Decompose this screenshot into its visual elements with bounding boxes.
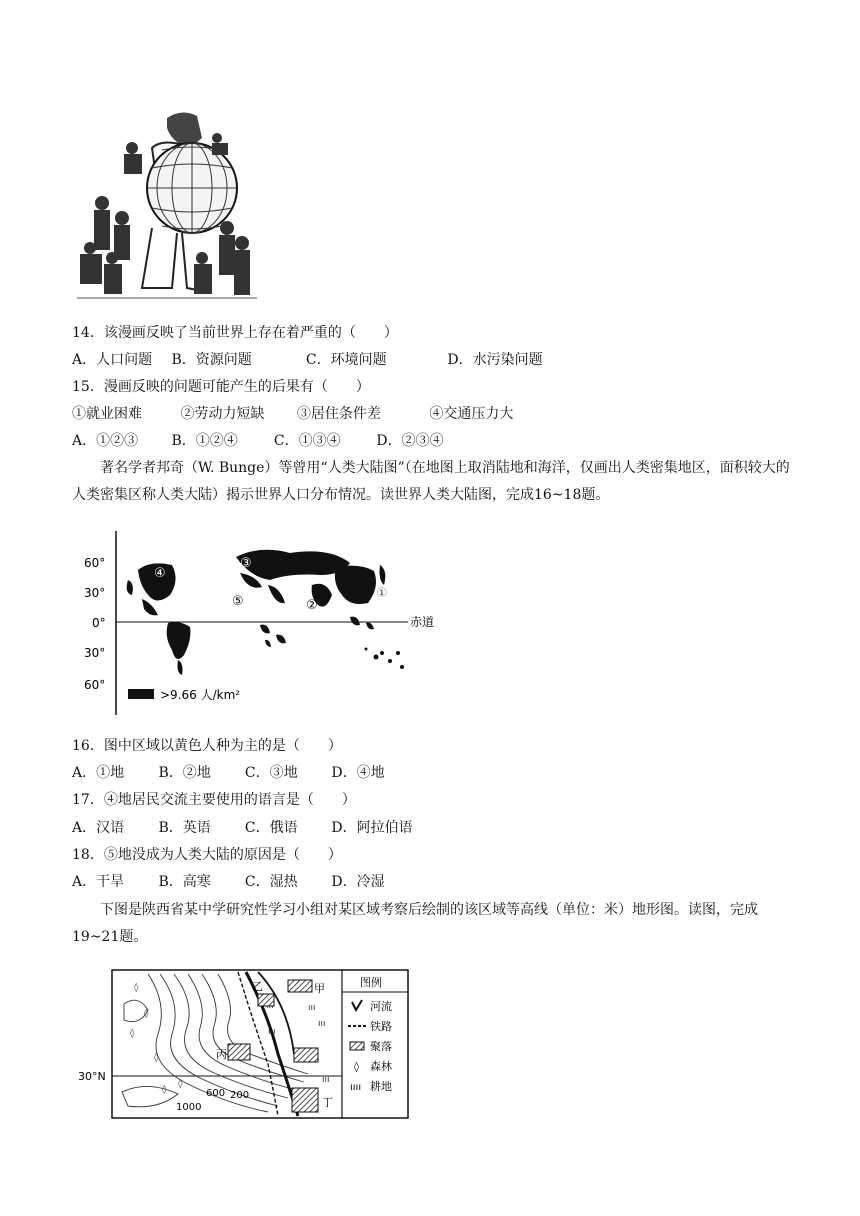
svg-text:◊: ◊ <box>130 1029 135 1039</box>
contour-label-200: 200 <box>230 1090 250 1101</box>
legend-text: >9.66 人/km² <box>160 688 241 702</box>
q16-options <box>72 763 385 783</box>
q18-option-b[interactable]: B．高寒 <box>158 874 211 890</box>
region-label-5: ⑤ <box>232 594 244 609</box>
q15-options <box>72 431 444 451</box>
place-label-jia: 甲 <box>314 982 325 995</box>
river-icon <box>352 1000 362 1010</box>
intro-19-21: 下图是陕西省某中学研究性学习小组对某区域考察后绘制的该区域等高线（单位：米）地形图。读图，完成19~21题。 <box>72 902 758 945</box>
q15-option-b[interactable]: B．①②④ <box>171 433 238 449</box>
lat-label-30s: 30° <box>84 646 106 660</box>
q18-option-d[interactable]: D．冷湿 <box>331 874 385 890</box>
lat-label-30n: 30° <box>84 586 106 600</box>
q15-item-4: ④交通压力大 <box>429 406 514 422</box>
legend-forest: 森林 <box>370 1060 392 1073</box>
settlement-icon <box>350 1042 364 1050</box>
equator-label: 赤道 <box>410 615 435 629</box>
q16-option-a[interactable]: A．①地 <box>72 765 125 781</box>
map2-legend <box>342 975 408 1093</box>
q14-option-d[interactable]: D．水污染问题 <box>447 352 543 368</box>
legend-title: 图例 <box>360 976 382 989</box>
intro-16-18: 著名学者邦奇（W. Bunge）等曾用“人类大陆图”（在地图上取消陆地和海洋，仅画出人类密集地区，面积较大的人类密集区称人类大陆）揭示世界人口分布情况。读世界人类大陆图，完成16~18题。 <box>72 460 790 503</box>
svg-text:ııı: ııı <box>308 1003 316 1013</box>
svg-text:◊: ◊ <box>134 983 139 993</box>
legend-river: 河流 <box>370 1000 392 1013</box>
legend-swatch <box>128 689 154 699</box>
lat-label-30n-map2: 30°N <box>78 1070 106 1083</box>
q18-option-c[interactable]: C．湿热 <box>244 874 298 890</box>
place-label-bing: 丙 <box>216 1048 227 1061</box>
q18-option-a[interactable]: A．干旱 <box>72 874 125 890</box>
svg-text:ııı: ııı <box>322 1075 330 1085</box>
contour-label-600: 600 <box>206 1088 226 1099</box>
contour-label-1000: 1000 <box>176 1102 202 1113</box>
q15-option-c[interactable]: C．①③④ <box>273 433 341 449</box>
q15-option-a[interactable]: A．①②③ <box>72 433 139 449</box>
cartoon-illustration <box>72 108 262 308</box>
q17-stem: 17．④地居民交流主要使用的语言是（ ） <box>72 792 356 808</box>
q15-stem: 15．漫画反映的问题可能产生的后果有（ ） <box>72 379 370 395</box>
legend-railway: 铁路 <box>370 1020 392 1033</box>
place-label-ding: 丁 <box>322 1096 333 1109</box>
svg-text:ııı: ııı <box>318 1019 326 1029</box>
q18-stem: 18．⑤地没成为人类大陆的原因是（ ） <box>72 847 342 863</box>
farmland-icon: ıııı <box>350 1082 362 1093</box>
contour-map <box>78 964 418 1124</box>
q17-options <box>72 818 413 838</box>
region-label-3: ③ <box>240 556 252 571</box>
q15-items <box>72 404 513 424</box>
q14-stem: 14．该漫画反映了当前世界上存在着严重的（ ） <box>72 325 398 341</box>
svg-text:ııı: ııı <box>268 1027 276 1037</box>
region-label-4: ④ <box>154 566 166 581</box>
legend-settlement: 聚落 <box>370 1040 392 1053</box>
human-continent-map <box>80 525 450 720</box>
svg-text:◊: ◊ <box>178 1079 183 1089</box>
lat-label-60s: 60° <box>84 678 106 692</box>
q14-options <box>72 350 543 370</box>
q16-option-d[interactable]: D．④地 <box>331 765 385 781</box>
region-label-2: ② <box>306 598 318 613</box>
q17-option-b[interactable]: B．英语 <box>158 820 211 836</box>
q14-option-c[interactable]: C．环境问题 <box>305 352 387 368</box>
svg-text:◊: ◊ <box>154 1053 159 1063</box>
svg-text:◊: ◊ <box>162 1085 167 1095</box>
q16-option-b[interactable]: B．②地 <box>158 765 211 781</box>
q15-item-2: ②劳动力短缺 <box>180 406 265 422</box>
q17-option-a[interactable]: A．汉语 <box>72 820 125 836</box>
lat-label-60n: 60° <box>84 556 106 570</box>
region-label-1: ① <box>376 586 388 601</box>
q14-option-a[interactable]: A．人口问题 <box>72 352 153 368</box>
q15-option-d[interactable]: D．②③④ <box>376 433 444 449</box>
q15-item-1: ①就业困难 <box>72 406 142 422</box>
q16-option-c[interactable]: C．③地 <box>244 765 298 781</box>
place-label-yi: 乙 <box>252 980 263 993</box>
q18-options <box>72 872 385 892</box>
legend-farmland: 耕地 <box>370 1080 392 1093</box>
svg-text:◊: ◊ <box>144 1009 149 1019</box>
q16-stem: 16．图中区域以黄色人种为主的是（ ） <box>72 738 342 754</box>
q17-option-d[interactable]: D．阿拉伯语 <box>331 820 413 836</box>
forest-icon: ◊ <box>354 1062 359 1073</box>
q14-option-b[interactable]: B．资源问题 <box>171 352 252 368</box>
lat-label-0: 0° <box>92 616 106 630</box>
q15-item-3: ③居住条件差 <box>296 406 381 422</box>
q17-option-c[interactable]: C．俄语 <box>244 820 298 836</box>
